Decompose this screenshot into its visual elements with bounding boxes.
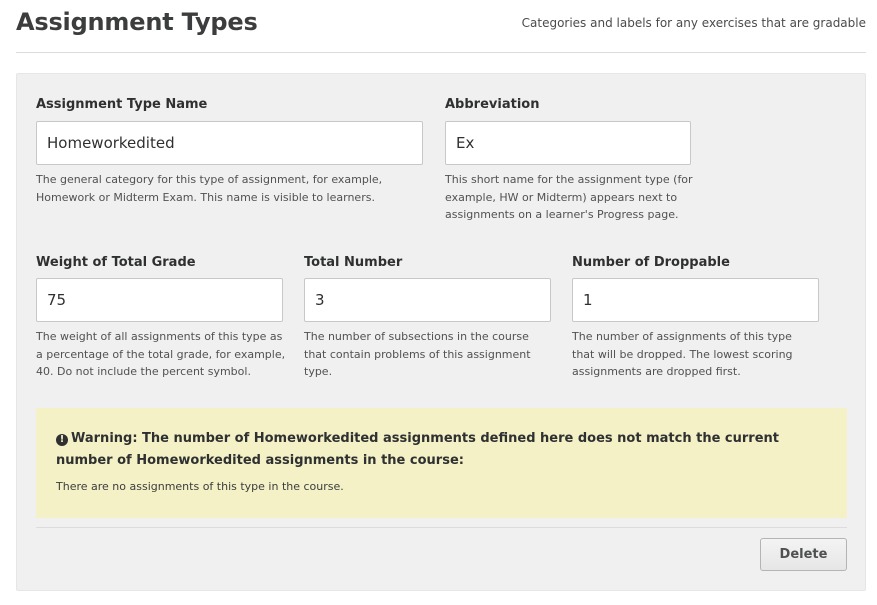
warning-box [36, 408, 847, 518]
weight-input[interactable]: 75 [36, 278, 283, 322]
warning-detail: There are no assignments of this type in the course. [56, 480, 344, 493]
page-title: Assignment Types [16, 8, 258, 36]
page-subtitle: Categories and labels for any exercises that are gradable [521, 16, 866, 30]
warning-message-container [56, 428, 836, 471]
weight-label: Weight of Total Grade [36, 255, 196, 270]
assignment-type-name-input[interactable]: Homeworkedited [36, 121, 423, 165]
total-number-input[interactable]: 3 [304, 278, 551, 322]
abbreviation-label: Abbreviation [445, 97, 540, 112]
abbreviation-help: This short name for the assignment type (for example, HW or Midterm) appears next to assignments on a learner's Progress page. [445, 173, 693, 221]
divider [36, 527, 847, 528]
warning-message: Warning: The number of Homeworkedited assignments defined here does not match the current number of Homeworkedited assignments in the course: [56, 431, 780, 468]
assignment-type-name-help: The general category for this type of assignment, for example, Homework or Midterm Exam. This name is visible to learners. [36, 173, 383, 204]
droppable-label: Number of Droppable [572, 255, 730, 270]
assignment-type-panel [16, 73, 866, 591]
droppable-help: The number of assignments of this type that will be dropped. The lowest scoring assignments are dropped first. [572, 330, 793, 378]
total-number-help: The number of subsections in the course that contain problems of this assignment type. [304, 330, 531, 378]
total-number-label: Total Number [304, 255, 403, 270]
exclamation-circle-icon: ! [56, 434, 68, 446]
delete-button[interactable]: Delete [760, 538, 847, 571]
droppable-input[interactable]: 1 [572, 278, 819, 322]
abbreviation-input[interactable]: Ex [445, 121, 691, 165]
page-header [16, 0, 866, 53]
weight-help: The weight of all assignments of this type as a percentage of the total grade, for example, 40. Do not include the percent symbol. [36, 330, 286, 378]
assignment-type-name-label: Assignment Type Name [36, 97, 208, 112]
